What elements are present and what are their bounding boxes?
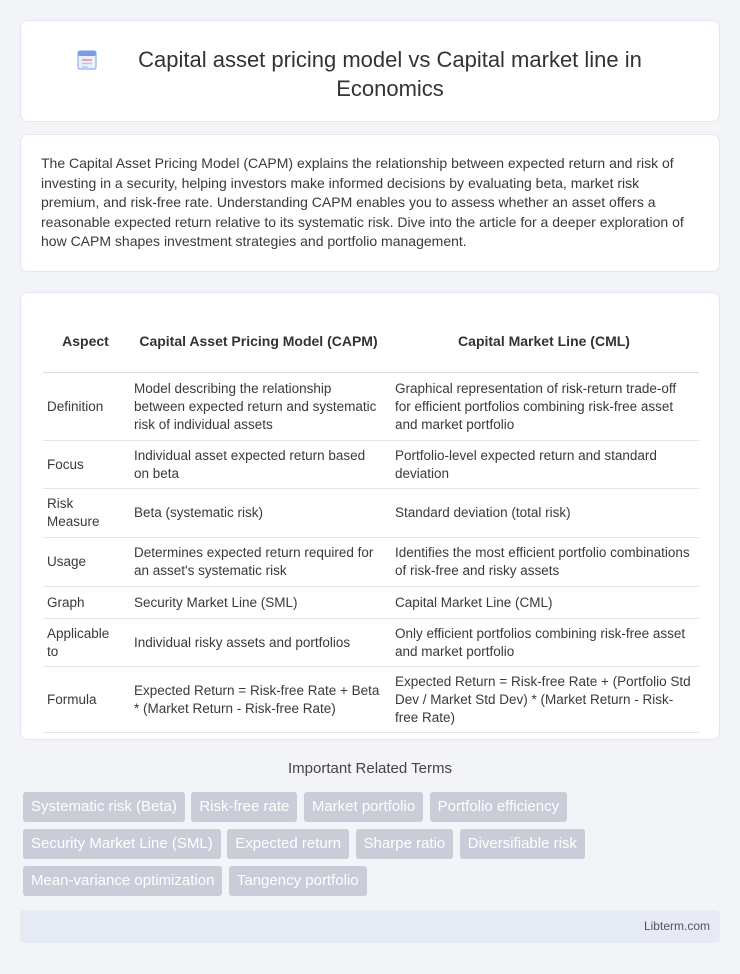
row-aspect: Definition bbox=[43, 373, 128, 441]
related-terms-list bbox=[23, 792, 723, 903]
row-aspect: Formula bbox=[43, 667, 128, 733]
calendar-icon bbox=[75, 48, 99, 72]
table-header-row bbox=[43, 311, 699, 373]
table-row bbox=[43, 667, 699, 733]
related-terms-heading: Important Related Terms bbox=[288, 760, 452, 777]
title-card bbox=[20, 20, 720, 122]
intro-text: The Capital Asset Pricing Model (CAPM) explains the relationship between expected return and risk of investing in a security, helping investors make informed decisions by evaluating beta, market risk premium, and risk-free rate. Understanding CAPM enables you to assess whether an asset offers a reasonable expected return relative to its systematic risk. Dive into the article for a deeper exploration of how CAPM shapes investment strategies and portfolio management. bbox=[41, 155, 684, 249]
row-cml: Standard deviation (total risk) bbox=[389, 489, 699, 538]
footer bbox=[20, 910, 720, 943]
row-aspect: Risk Measure bbox=[43, 489, 128, 538]
term-tag[interactable]: Risk-free rate bbox=[191, 792, 297, 822]
comparison-card bbox=[20, 292, 720, 740]
row-capm: Model describing the relationship between expected return and systematic risk of individual assets bbox=[128, 373, 389, 441]
row-capm: Individual asset expected return based on beta bbox=[128, 441, 389, 489]
table-row bbox=[43, 619, 699, 667]
table-row bbox=[43, 441, 699, 489]
row-capm: Expected Return = Risk-free Rate + Beta * (Market Return - Risk-free Rate) bbox=[128, 667, 389, 733]
term-tag[interactable]: Portfolio efficiency bbox=[430, 792, 567, 822]
header-cml: Capital Market Line (CML) bbox=[389, 311, 699, 373]
footer-site-link[interactable]: Libterm.com bbox=[643, 919, 710, 933]
term-tag[interactable]: Sharpe ratio bbox=[356, 829, 454, 859]
row-capm: Beta (systematic risk) bbox=[128, 489, 389, 538]
row-capm: Individual risky assets and portfolios bbox=[128, 619, 389, 667]
row-cml: Identifies the most efficient portfolio combinations of risk-free and risky assets bbox=[389, 538, 699, 587]
term-tag[interactable]: Security Market Line (SML) bbox=[23, 829, 221, 859]
row-cml: Graphical representation of risk-return trade-off for efficient portfolios combining risk-free asset and market portfolio bbox=[389, 373, 699, 441]
term-tag[interactable]: Mean-variance optimization bbox=[23, 866, 222, 896]
table-row bbox=[43, 538, 699, 587]
page-title: Capital asset pricing model vs Capital market line in Economics bbox=[138, 47, 642, 101]
term-tag[interactable]: Diversifiable risk bbox=[460, 829, 585, 859]
title-wrap bbox=[21, 45, 719, 103]
header-capm: Capital Asset Pricing Model (CAPM) bbox=[128, 311, 389, 373]
term-tag[interactable]: Tangency portfolio bbox=[229, 866, 367, 896]
row-capm: Determines expected return required for an asset's systematic risk bbox=[128, 538, 389, 587]
table-row bbox=[43, 373, 699, 441]
row-capm: Security Market Line (SML) bbox=[128, 587, 389, 619]
table-row bbox=[43, 489, 699, 538]
intro-card bbox=[20, 134, 720, 272]
row-aspect: Focus bbox=[43, 441, 128, 489]
row-cml: Portfolio-level expected return and standard deviation bbox=[389, 441, 699, 489]
row-aspect: Graph bbox=[43, 587, 128, 619]
row-cml: Expected Return = Risk-free Rate + (Portfolio Std Dev / Market Std Dev) * (Market Return - Risk-free Rate) bbox=[389, 667, 699, 733]
term-tag[interactable]: Expected return bbox=[227, 829, 349, 859]
term-tag[interactable]: Market portfolio bbox=[304, 792, 423, 822]
row-aspect: Usage bbox=[43, 538, 128, 587]
comparison-table bbox=[43, 311, 699, 733]
term-tag[interactable]: Systematic risk (Beta) bbox=[23, 792, 185, 822]
row-cml: Capital Market Line (CML) bbox=[389, 587, 699, 619]
header-aspect: Aspect bbox=[43, 311, 128, 373]
row-aspect: Applicable to bbox=[43, 619, 128, 667]
row-cml: Only efficient portfolios combining risk-free asset and market portfolio bbox=[389, 619, 699, 667]
table-row bbox=[43, 587, 699, 619]
